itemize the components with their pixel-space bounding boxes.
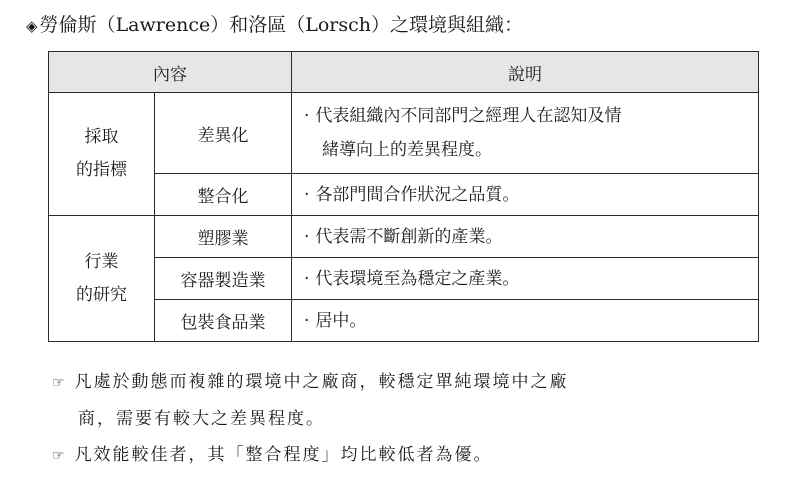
diamond-bullet-icon: ◈ [26,17,38,35]
heading-name-lawrence: Lawrence [115,14,211,36]
bullet-dot: · [304,268,310,289]
table-row [49,174,759,216]
table-row [49,258,759,300]
heading-text-post: ）之環境與組織： [371,14,524,36]
desc-differentiation: · 代表組織內不同部門之經理人在認知及情 緒導向上的差異程度。 [292,93,759,174]
note-item: ☞ 凡效能較佳者，其「整合程度」均比較低者為優。 [52,445,493,465]
category-indicators: 採取 的指標 [49,93,155,216]
desc-integration: · 各部門間合作狀況之品質。 [292,174,759,216]
desc-packaged-food: · 居中。 [292,300,759,342]
sub-plastics: 塑膠業 [155,216,292,258]
pointing-hand-icon: ☞ [52,448,65,464]
note-item: ☞ 凡處於動態而複雜的環境中之廠商，較穩定單純環境中之廠 商，需要有較大之差異程度。 [52,372,569,429]
notes [52,364,772,474]
bullet-dot: · [304,310,310,331]
table-row [49,216,759,258]
bullet-dot: · [304,184,310,205]
content-table [48,51,759,342]
header-description: 說明 [292,52,759,93]
table-row [49,93,759,174]
heading-name-lorsch: Lorsch [305,14,372,36]
pointing-hand-icon: ☞ [52,375,65,391]
section-heading [26,10,523,41]
desc-container: · 代表環境至為穩定之產業。 [292,258,759,300]
sub-differentiation: 差異化 [155,93,292,174]
heading-text-mid: ）和洛區（ [210,14,306,36]
heading-text-pre: 勞倫斯（ [39,14,116,36]
bullet-dot: · [304,226,310,247]
header-content: 內容 [49,52,292,93]
table-row [49,300,759,342]
bullet-dot: · [304,106,310,126]
sub-container: 容器製造業 [155,258,292,300]
sub-packaged-food: 包裝食品業 [155,300,292,342]
table-header-row [49,52,759,93]
desc-plastics: · 代表需不斷創新的產業。 [292,216,759,258]
category-industry-study: 行業 的研究 [49,216,155,342]
sub-integration: 整合化 [155,174,292,216]
